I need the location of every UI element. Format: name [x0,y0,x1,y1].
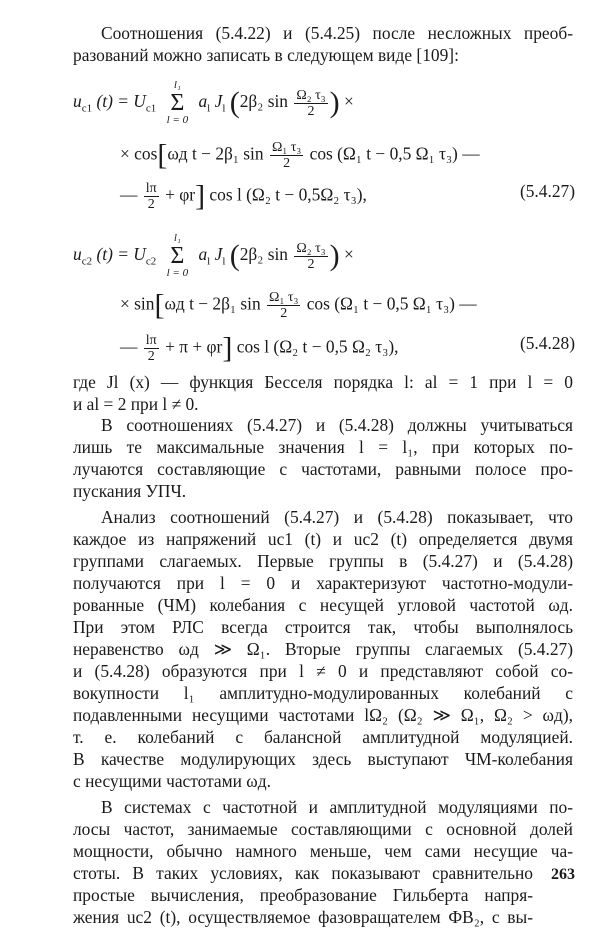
eq27-line3: — $\frac{l\pi}{2}$ + φr] cos l (Ω₂ t − 0,5Ω₂ τ₃), [120,179,367,213]
page-number: 263 [551,866,575,883]
para3-line: простые вычисления, преобразование Гильберта напря- [73,885,533,905]
para2-line: неравенство ωд ≫ Ω₁. Вторые группы слагаемых (5.4.27) [73,639,573,659]
para2-line: группами слагаемых. Первые группы в (5.4.27) и (5.4.28) [73,551,573,571]
eq27-line2: × cos[ωд t − 2β₁ sin $\frac{\text{Ω₁ τ₃}}{2}$ cos (Ω₁ t − 0,5 Ω₁ τ₃) — [120,138,480,172]
eq28-line1: $u_{c2}$ $(t) = U_{c2}$ l₁ Σ l = 0 $a_l$ $J_l$ (2β₂ sin $\frac{\text{Ω₂ τ₃}}{2}$ ) × [73,232,354,279]
para1-line: пускания УПЧ. [73,481,187,501]
eq27-line1: $u_{c1}$ $(t) = U_{c1}$ l₁ Σ l = 0 $a_l$ $J_l$ (2β₂ sin $\frac{\text{Ω₂ τ₃}}{2}$ ) × [73,79,354,126]
intro-line: разований можно записать в следующем виде [109]: [73,45,459,65]
para3-line: мощности, обычно намного меньше, чем сами несущие ча- [73,841,573,861]
para2-line: При этом РЛС всегда строится так, чтобы выполнялось [73,617,573,637]
para2-line: В качестве модулирующих здесь выступают ЧМ-колебания [73,749,573,769]
para2-line: и (5.4.28) образуются при l ≠ 0 и представляют собой со- [73,661,573,681]
where-line: и al = 2 при l ≠ 0. [73,394,199,414]
para2-line: каждое из напряжений uc1 (t) и uc2 (t) определяется двумя [73,529,573,549]
summation-symbol: l₁ Σ l = 0 [166,232,189,279]
eq28-line2: × sin[ωд t − 2β₁ sin $\frac{\text{Ω₁ τ₃}}{2}$ cos (Ω₁ t − 0,5 Ω₁ τ₃) — [120,288,477,322]
para1-line: лишь те максимальные значения l = l₁, при которых по- [73,437,573,457]
para1-line: лучаются составляющие с частотами, равными полосе про- [73,459,573,479]
para3-line: В системах с частотной и амплитудной модуляциями по- [101,797,573,817]
para2-line: Анализ соотношений (5.4.27) и (5.4.28) показывает, что [101,507,573,527]
intro-line: Соотношения (5.4.22) и (5.4.25) после несложных преоб- [101,23,573,43]
para2-line: рованные (ЧМ) колебания с несущей угловой частотой ωд. [73,595,573,615]
eq28-line3: — $\frac{l\pi}{2}$ + π + φr] cos l (Ω₂ t − 0,5 Ω₂ τ₃), [120,331,399,365]
equation-number: (5.4.27) [519,181,575,201]
para2-line: т. е. колебаний с балансной амплитудной модуляцией. [73,727,573,747]
para2-line: подавленными несущими частотами lΩ₂ (Ω₂ ≫ Ω₁, Ω₂ > ωд), [73,705,573,725]
para3-line: лосы частот, занимаемые составляющими с основной долей [73,819,573,839]
para1-line: В соотношениях (5.4.27) и (5.4.28) должны учитываться [101,415,573,435]
para3-line: жения uc2 (t), осуществляемое фазовращателем ФВ₂, с вы- [73,907,533,927]
equation-number: (5.4.28) [519,333,575,353]
summation-symbol: l₁ Σ l = 0 [166,79,189,126]
para2-line: с несущими частотами ωд. [73,771,271,791]
para2-line: вокупности l₁ амплитудно-модулированных колебаний с [73,683,573,703]
where-line: где Jl (x) — функция Бесселя порядка l: al = 1 при l = 0 [73,372,573,392]
para2-line: получаются при l = 0 и характеризуют частотно-модули- [73,573,573,593]
para3-line: стоты. В таких условиях, как показывают сравнительно [73,863,533,883]
